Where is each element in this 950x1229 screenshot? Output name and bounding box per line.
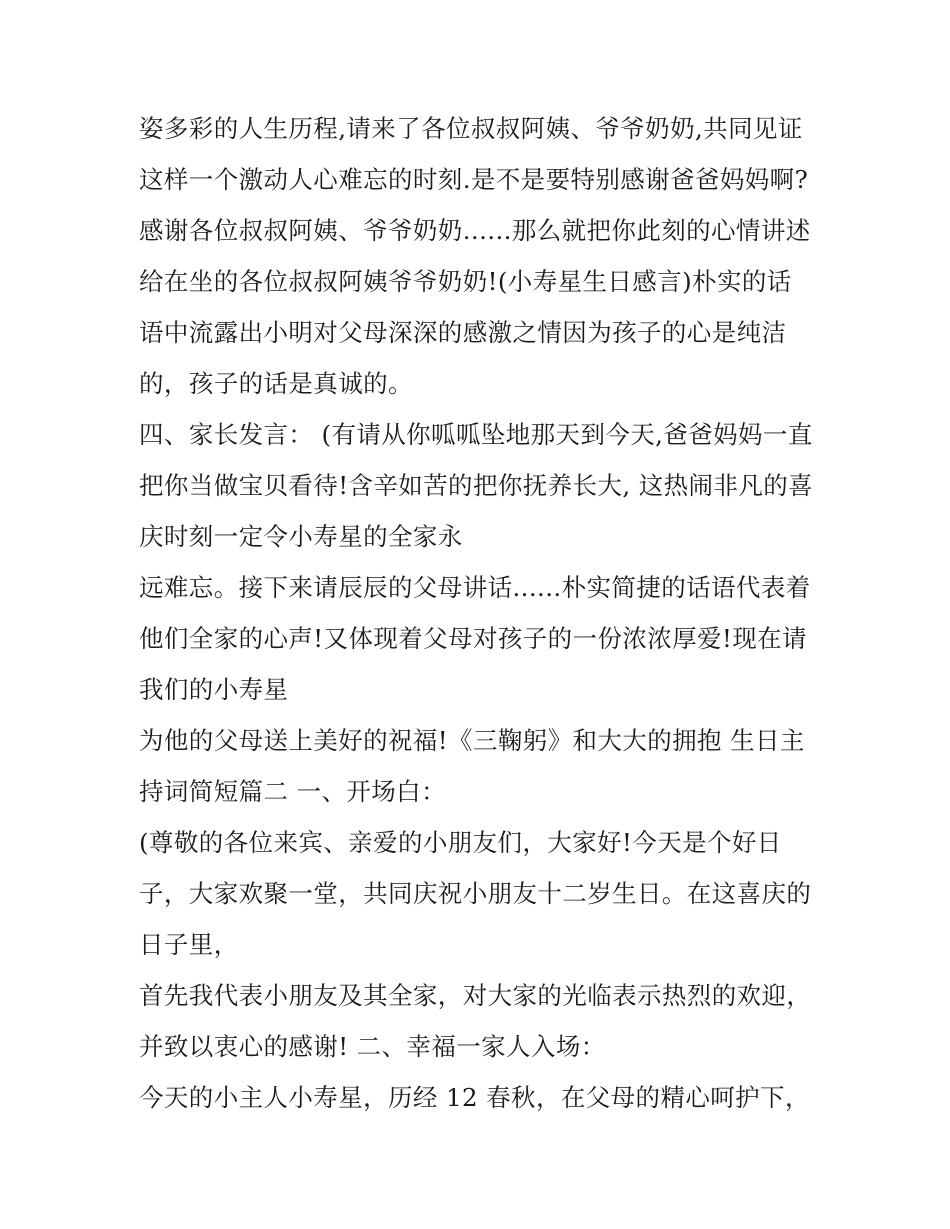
text-line: 这样一个激动人心难忘的时刻.是不是要特别感谢爸爸妈妈啊? bbox=[139, 165, 809, 194]
text-line: 给在坐的各位叔叔阿姨爷爷奶奶!(小寿星生日感言)朴实的话 bbox=[139, 267, 792, 296]
text-line: 感谢各位叔叔阿姨、爷爷奶奶......那么就把你此刻的心情讲述 bbox=[139, 216, 811, 245]
text-line: 语中流露出小明对父母深深的感激之情因为孩子的心是纯洁 bbox=[139, 318, 787, 347]
text-line: 并致以衷心的感谢! 二、幸福一家人入场： bbox=[139, 1032, 606, 1061]
text-line: 子，大家欢聚一堂，共同庆祝小朋友十二岁生日。在这喜庆的 bbox=[139, 879, 812, 908]
text-line: 四、家长发言： (有请从你呱呱坠地那天到今天,爸爸妈妈一直 bbox=[139, 420, 813, 449]
text-line: 今天的小主人小寿星，历经 12 春秋，在父母的精心呵护下， bbox=[139, 1083, 810, 1112]
text-line: 首先我代表小朋友及其全家，对大家的光临表示热烈的欢迎， bbox=[139, 981, 812, 1010]
text-line: 把你当做宝贝看待!含辛如苦的把你抚养长大, 这热闹非凡的喜 bbox=[139, 471, 814, 500]
text-line: 我们的小寿星 bbox=[139, 675, 289, 704]
body-text bbox=[139, 103, 829, 1123]
text-line: 姿多彩的人生历程,请来了各位叔叔阿姨、爷爷奶奶,共同见证 bbox=[139, 114, 803, 143]
text-line: 持词简短篇二 一、开场白： bbox=[139, 777, 446, 806]
text-line: 庆时刻一定令小寿星的全家永 bbox=[139, 522, 463, 551]
text-line: 为他的父母送上美好的祝福!《三鞠躬》和大大的拥抱 生日主 bbox=[139, 726, 805, 755]
text-line: 远难忘。接下来请辰辰的父母讲话......朴实简捷的话语代表着 bbox=[139, 573, 811, 602]
text-line: 他们全家的心声!又体现着父母对孩子的一份浓浓厚爱!现在请 bbox=[139, 624, 807, 653]
text-line: (尊敬的各位来宾、亲爱的小朋友们，大家好!今天是个好日 bbox=[139, 828, 782, 857]
text-line: 日子里， bbox=[139, 930, 239, 959]
text-line: 的，孩子的话是真诚的。 bbox=[139, 369, 413, 398]
